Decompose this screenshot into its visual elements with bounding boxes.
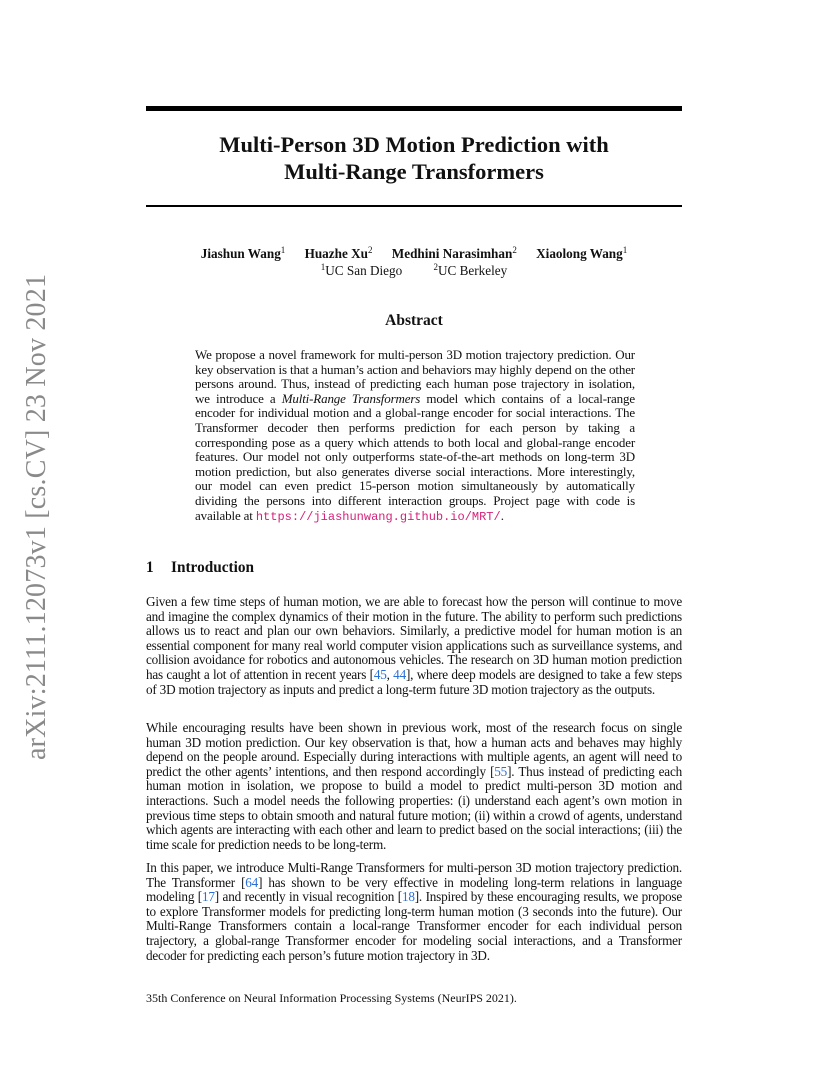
section-title: Introduction <box>171 559 255 576</box>
affiliation-list <box>146 258 682 280</box>
citation-link[interactable]: 55 <box>494 763 508 779</box>
section-number: 1 <box>146 559 154 576</box>
author: Huazhe Xu$^2$ <box>304 245 373 261</box>
title-line-1: Multi-Person 3D Motion Prediction with <box>219 132 609 157</box>
citation-link[interactable]: 17 <box>201 889 215 905</box>
intro-paragraph-2: While encouraging results have been shown in previous work, most of the research focus on single human 3D motion prediction. Our key observation is that, how a human acts and behaves may highly depend on the people around. Especially during interactions with multiple agents, an agent will need to predict the other agents’ intentions, and then respond accordingly [55]. Thus instead of predicting each human motion in isolation, we propose to build a model to predict multi-person 3D motion and interactions. Such a model needs the following properties: (i) understand each agent’s own motion in previous time steps to obtain smooth and natural future motion; (ii) within a crowd of agents, understand which agents are interacting with each other and learn to predict based on the social interactions; (iii) the time scale for prediction needs to be long-term. <box>146 720 683 852</box>
author: Xiaolong Wang$^1$ <box>536 245 628 261</box>
project-url-link[interactable]: https://jiashunwang.github.io/MRT/ <box>255 509 501 524</box>
arxiv-identifier: arXiv:2111.12073v1 [cs.CV] 23 Nov 2021 <box>21 273 52 760</box>
intro-paragraph-3: In this paper, we introduce Multi-Range Transformers for multi-person 3D motion trajectory prediction. The Transformer [64] has shown to be very effective in modeling long-term relations in language modeling [17] and recently in visual recognition [18]. Inspired by these encouraging results, we propose to explore Transformer models for predicting long-term human motion (3 seconds into the future). Our Multi-Range Transformers contain a local-range Transformer encoder for each individual person trajectory, a global-range Transformer encoder for modeling social interactions, and a Transformer decoder for predicting each person’s future motion trajectory in 3D. <box>146 860 682 963</box>
affiliation: $^1$UC San Diego <box>320 262 403 278</box>
intro-paragraph-1: Given a few time steps of human motion, we are able to forecast how the person will continue to move and imagine the complex dynamics of their motion in the future. The ability to perform such predictions allows us to react and plan our own behaviors. Similarly, a predictive model for human motion is an essential component for many real world computer vision applications such as surveillance systems, and collision avoidance for robotics and autonomous vehicles. The research on 3D human motion prediction has caught a lot of attention in recent years [45, 44], where deep models are designed to take a few steps of 3D motion trajectory as inputs and predict a long-term future 3D motion trajectory as the outputs. <box>146 594 682 697</box>
affiliation: $^2$UC Berkeley <box>433 262 508 278</box>
section-heading <box>146 559 254 577</box>
citation-link[interactable]: 18 <box>401 889 415 905</box>
abstract-body: We propose a novel framework for multi-person 3D motion trajectory prediction. Our key observation is that a human’s action and behaviors may highly depend on the other persons around. Thus, instead of predicting each human pose trajectory in isolation, we introduce a Multi-Range Transformers model which contains of a local-range encoder for individual motion and a global-range encoder for social interactions. The Transformer decoder then performs prediction for each person by taking a corresponding pose as a query which attends to both local and global-range encoder features. Our model not only outperforms state-of-the-art methods on long-term 3D motion prediction, but also generates diverse social interactions. More interestingly, our model can even predict 15-person motion simultaneously by automatically dividing the persons into different interaction groups. Project page with code is available at https://jiashunwang.github.io/MRT/. <box>195 347 635 524</box>
citation-link[interactable]: 64 <box>245 874 259 890</box>
title-line-2: Multi-Range Transformers <box>284 159 544 184</box>
author: Medhini Narasimhan$^2$ <box>391 245 517 261</box>
citation-link[interactable]: 44 <box>393 666 406 682</box>
author: Jiashun Wang$^1$ <box>200 245 286 261</box>
abstract-heading: Abstract <box>385 312 443 329</box>
conference-footer: 35th Conference on Neural Information Processing Systems (NeurIPS 2021). <box>146 991 517 1005</box>
title-top-rule <box>146 106 682 111</box>
title-bottom-rule <box>146 205 682 207</box>
paper-title <box>146 131 682 185</box>
abstract-emphasis: Multi-Range Transformers <box>281 390 421 406</box>
citation-link[interactable]: 45 <box>373 666 387 682</box>
